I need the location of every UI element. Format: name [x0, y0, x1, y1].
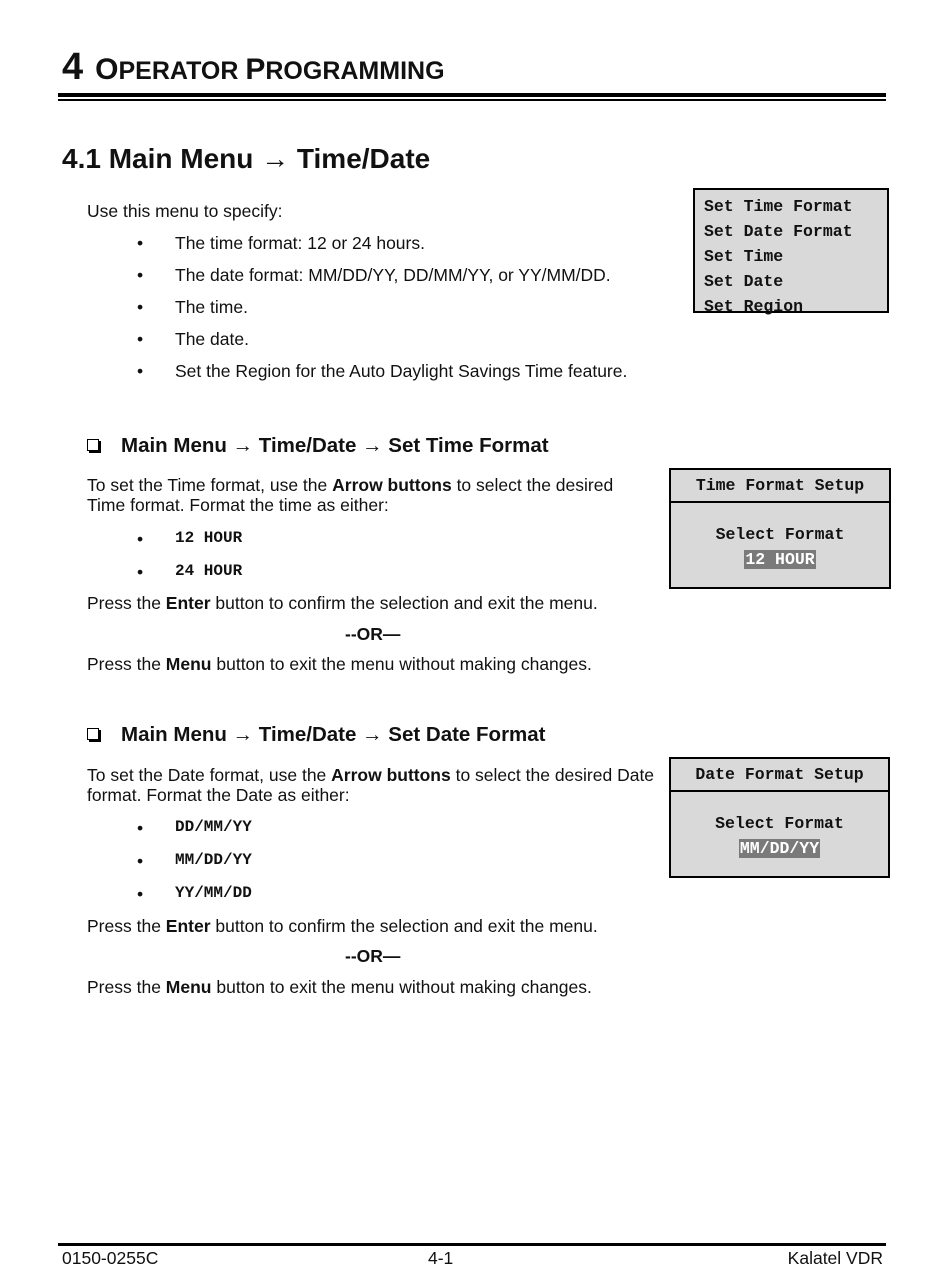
time-option: 24 HOUR [175, 562, 243, 580]
header-rule [58, 93, 886, 97]
time-format-instructions [87, 475, 647, 515]
bullet-dot: • [137, 851, 144, 871]
time-format-heading [87, 434, 549, 458]
or-separator: --OR— [345, 946, 401, 966]
product-name: Kalatel VDR [787, 1248, 883, 1268]
instruction-text: button to exit the menu without making changes. [211, 977, 592, 997]
checkbox-bullet-icon [87, 728, 99, 740]
main-menu-display [693, 188, 889, 316]
instruction-text: button to confirm the selection and exit the menu. [210, 916, 598, 936]
instruction-text: to select the desired Date format. Format the Date as either: [87, 765, 655, 805]
selected-date-format: MM/DD/YY [739, 839, 820, 858]
bullet-dot: • [137, 233, 144, 253]
bullet-dot: • [137, 361, 144, 381]
intro-bullet: The time. [175, 297, 248, 317]
time-format-heading-text: Main Menu → Time/Date → Set Time Format [121, 434, 549, 457]
page-number: 4-1 [428, 1248, 454, 1268]
instruction-text: Press the [87, 654, 166, 674]
instruction-text: Press the [87, 916, 166, 936]
menu-term: Menu [165, 654, 212, 674]
chapter-title-initial: P [245, 53, 266, 86]
menu-item-set-time-format: Set Time Format [704, 197, 853, 216]
bullet-dot: • [137, 265, 144, 285]
instruction-text: to select the desired Time format. Format the time as either: [87, 475, 614, 515]
instruction-text: button to exit the menu without making changes. [211, 654, 592, 674]
intro-bullet: The date format: MM/DD/YY, DD/MM/YY, or YY/MM/DD. [175, 265, 611, 285]
intro-bullet: Set the Region for the Auto Daylight Savings Time feature. [175, 361, 628, 381]
menu-item-set-date: Set Date [704, 272, 784, 291]
intro-bullet: The date. [175, 329, 249, 349]
select-format-prompt: Select Format [715, 525, 845, 544]
bullet-dot: • [137, 818, 144, 838]
chapter-number: 4 [62, 46, 84, 88]
header-rule [58, 99, 886, 101]
enter-instruction [87, 916, 598, 936]
instruction-text: Press the [87, 593, 166, 613]
instruction-text: To set the Date format, use the [87, 765, 332, 785]
time-option: 12 HOUR [175, 529, 243, 547]
date-format-heading-text: Main Menu → Time/Date → Set Date Format [121, 723, 546, 746]
checkbox-bullet-icon [87, 439, 99, 451]
enter-term: Enter [165, 916, 211, 936]
date-format-heading [87, 723, 546, 747]
intro-lead: Use this menu to specify: [87, 201, 283, 221]
bullet-dot: • [137, 562, 144, 582]
instruction-text: Press the [87, 977, 166, 997]
menu-item-set-region: Set Region [704, 297, 804, 316]
chapter-title [62, 46, 445, 89]
arrow-buttons-term: Arrow buttons [331, 765, 451, 785]
section-title: 4.1 Main Menu → Time/Date [62, 143, 431, 174]
chapter-title-part: PERATOR [118, 57, 246, 85]
enter-instruction [87, 593, 598, 613]
date-option: DD/MM/YY [175, 818, 252, 836]
date-format-display-title: Date Format Setup [671, 759, 888, 792]
chapter-title-part: ROGRAMMING [265, 57, 445, 85]
bullet-dot: • [137, 329, 144, 349]
intro-bullet: The time format: 12 or 24 hours. [175, 233, 425, 253]
footer-rule [58, 1243, 886, 1246]
menu-item-set-time: Set Time [704, 247, 784, 266]
bullet-dot: • [137, 884, 144, 904]
document-number: 0150-0255C [62, 1248, 159, 1268]
date-option: YY/MM/DD [175, 884, 252, 902]
menu-instruction [87, 654, 592, 674]
enter-term: Enter [165, 593, 211, 613]
selected-time-format: 12 HOUR [745, 550, 815, 569]
menu-item-set-date-format: Set Date Format [704, 222, 853, 241]
instruction-text: button to confirm the selection and exit the menu. [210, 593, 598, 613]
bullet-dot: • [137, 529, 144, 549]
chapter-title-initial: O [95, 53, 119, 86]
date-option: MM/DD/YY [175, 851, 252, 869]
arrow-buttons-term: Arrow buttons [332, 475, 452, 495]
select-format-prompt: Select Format [715, 814, 844, 833]
time-format-display [669, 468, 891, 589]
or-separator: --OR— [345, 624, 401, 644]
bullet-dot: • [137, 297, 144, 317]
time-format-display-title: Time Format Setup [671, 470, 889, 503]
date-format-display [669, 757, 890, 878]
date-format-instructions [87, 765, 665, 805]
menu-term: Menu [165, 977, 212, 997]
instruction-text: To set the Time format, use the [87, 475, 333, 495]
menu-instruction [87, 977, 592, 997]
